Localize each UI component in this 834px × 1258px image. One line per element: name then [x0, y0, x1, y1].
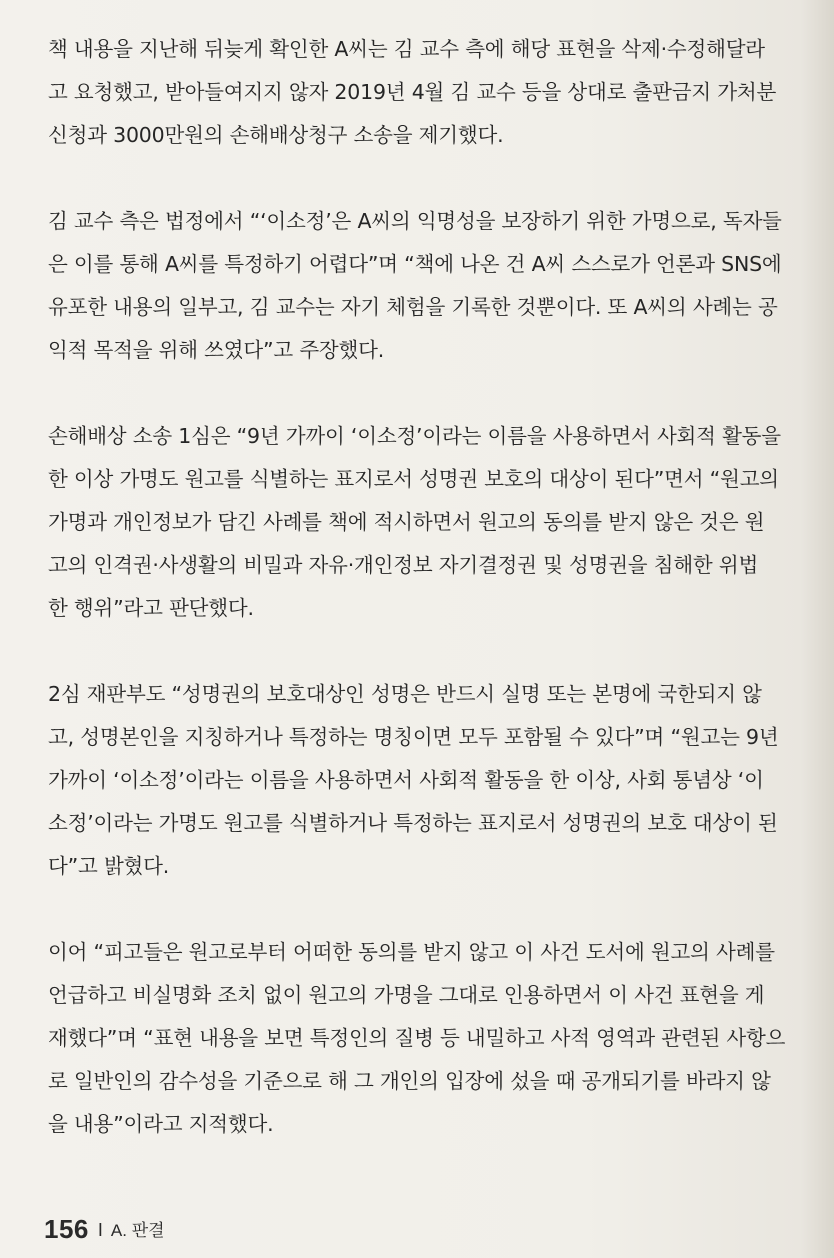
text-line: 익적 목적을 위해 쓰였다”고 주장했다.: [48, 338, 385, 362]
text-line: 재했다”며 “표현 내용을 보면 특정인의 질병 등 내밀하고 사적 영역과 관련된 사항으: [48, 1026, 786, 1050]
page-number: 156: [44, 1214, 89, 1244]
paragraph-1: [48, 28, 804, 157]
body-text: [48, 28, 804, 1189]
text-line: 신청과 3000만원의 손해배상청구 소송을 제기했다.: [48, 123, 504, 147]
text-line: 소정’이라는 가명도 원고를 식별하거나 특정하는 표지로서 성명권의 보호 대상이 된: [48, 811, 778, 835]
text-line: 을 내용”이라고 지적했다.: [48, 1112, 274, 1136]
text-line: 유포한 내용의 일부고, 김 교수는 자기 체험을 기록한 것뿐이다. 또 A씨의 사례는 공: [48, 295, 778, 319]
text-line: 고 요청했고, 받아들여지지 않자 2019년 4월 김 교수 등을 상대로 출판금지 가처분: [48, 80, 777, 104]
text-line: 다”고 밝혔다.: [48, 854, 170, 878]
text-line: 로 일반인의 감수성을 기준으로 해 그 개인의 입장에 섰을 때 공개되기를 바라지 않: [48, 1069, 771, 1093]
text-line: 손해배상 소송 1심은 “9년 가까이 ‘이소정’이라는 이름을 사용하면서 사회적 활동을: [48, 424, 781, 448]
paragraph-2: [48, 200, 804, 372]
text-line: 한 행위”라고 판단했다.: [48, 596, 254, 620]
text-line: 책 내용을 지난해 뒤늦게 확인한 A씨는 김 교수 측에 해당 표현을 삭제·수정해달라: [48, 37, 765, 61]
text-line: 고의 인격권·사생활의 비밀과 자유·개인정보 자기결정권 및 성명권을 침해한 위법: [48, 553, 759, 577]
text-line: 김 교수 측은 법정에서 “‘이소정’은 A씨의 익명성을 보장하기 위한 가명으로, 독자들: [48, 209, 782, 233]
page-footer: [44, 1214, 165, 1245]
paragraph-4: [48, 673, 804, 888]
text-line: 이어 “피고들은 원고로부터 어떠한 동의를 받지 않고 이 사건 도서에 원고의 사례를: [48, 940, 775, 964]
text-line: 언급하고 비실명화 조치 없이 원고의 가명을 그대로 인용하면서 이 사건 표현을 게: [48, 983, 765, 1007]
text-line: 가명과 개인정보가 담긴 사례를 책에 적시하면서 원고의 동의를 받지 않은 것은 원: [48, 510, 765, 534]
footer-separator: I: [97, 1220, 103, 1240]
section-title: A. 판결: [110, 1221, 165, 1240]
text-line: 한 이상 가명도 원고를 식별하는 표지로서 성명권 보호의 대상이 된다”면서 “원고의: [48, 467, 779, 491]
text-line: 고, 성명본인을 지칭하거나 특정하는 명칭이면 모두 포함될 수 있다”며 “원고는 9년: [48, 725, 779, 749]
text-line: 은 이를 통해 A씨를 특정하기 어렵다”며 “책에 나온 건 A씨 스스로가 언론과 SNS에: [48, 252, 782, 276]
text-line: 가까이 ‘이소정’이라는 이름을 사용하면서 사회적 활동을 한 이상, 사회 통념상 ‘이: [48, 768, 764, 792]
paragraph-5: [48, 931, 804, 1146]
text-line: 2심 재판부도 “성명권의 보호대상인 성명은 반드시 실명 또는 본명에 국한되지 않: [48, 682, 762, 706]
paragraph-3: [48, 415, 804, 630]
